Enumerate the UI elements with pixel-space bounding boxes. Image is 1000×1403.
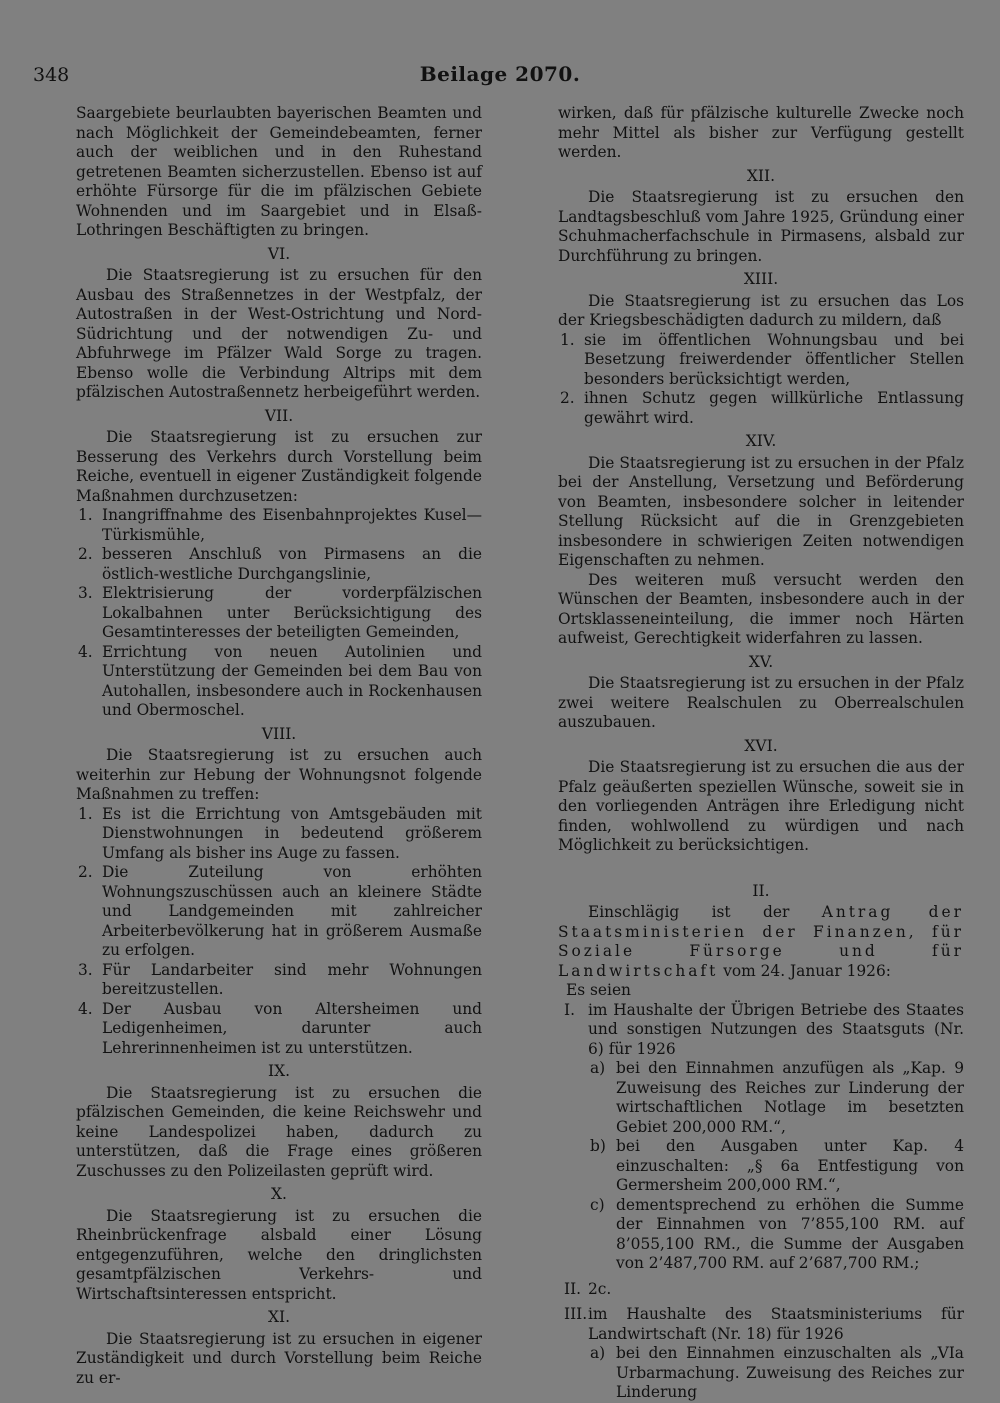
roman-item-iii: III. im Haushalte des Staatsministeriums für Landwirtschaft (Nr. 18) für 1926: [564, 1305, 964, 1343]
spacer: [558, 856, 964, 878]
section-heading-ii: II.: [752, 881, 770, 900]
list-item: 4. Errichtung von neuen Autolinien und Unterstützung der Gemeinden bei dem Bau von Autohallen, insbesondere auch in Rockenhausen und Obermoschel.: [78, 642, 482, 719]
section-heading-xv: XV.: [748, 652, 774, 671]
paragraph-ix: Die Staatsregierung ist zu ersuchen die pfälzischen Gemeinden, die keine Reichswehr und keine Landespolizei haben, dadurch zu unterstützen, daß die Frage eines größeren Zuschusses zu den Polizeilasten geprüft wird.: [76, 1083, 482, 1180]
paragraph-viii: Die Staatsregierung ist zu ersuchen auch weiterhin zur Hebung der Wohnungsnot folgende Maßnahmen zu treffen:: [76, 746, 482, 803]
right-column: [558, 104, 964, 1403]
list-item: 1. sie im öffentlichen Wohnungsbau und bei Besetzung freiwerdender öffentlicher Stellen besonders berücksichtigt werden,: [560, 330, 964, 388]
paragraph-vii: Die Staatsregierung ist zu ersuchen zur Besserung des Verkehrs durch Vorstellung beim Reiche, eventuell in eigener Zuständigkeit folgende Maßnahmen durchzusetzen:: [76, 428, 482, 505]
page-number: 348: [33, 64, 70, 86]
section-heading-vii: VII.: [264, 406, 294, 425]
sub-item: a) bei den Einnahmen einzuschalten als „VIa Urbarmachung. Zuweisung des Reiches zur Linderung: [590, 1344, 964, 1401]
paragraph-xv: Die Staatsregierung ist zu ersuchen in der Pfalz zwei weitere Realschulen zu Oberrealschulen auszubauen.: [558, 674, 964, 731]
section-heading-xiv: XIV.: [745, 432, 777, 450]
paragraph-x: Die Staatsregierung ist zu ersuchen die Rheinbrückenfrage alsbald einer Lösung entgegenzuführen, welche den dringlichsten gesamtpfälzischen Verkehrs- und Wirtschaftsinteressen entspricht.: [76, 1206, 482, 1303]
list-item: 2. ihnen Schutz gegen willkürliche Entlassung gewährt wird.: [560, 389, 964, 427]
list-item: 3. Elektrisierung der vorderpfälzischen Lokalbahnen unter Berücksichtigung des Gesamtinteresses der beteiligten Gemeinden,: [78, 584, 482, 641]
paragraph-xvi: Die Staatsregierung ist zu ersuchen die aus der Pfalz geäußerten speziellen Wünsche, soweit sie in den vorliegenden Anträgen ihre Erledigung nicht finden, wohlwollend zu würdigen und nach Möglichkeit zu berücksichtigen.: [558, 758, 964, 854]
list-item: 4. Der Ausbau von Altersheimen und Ledigenheimen, darunter auch Lehrerinnenheimen ist zu unterstützen.: [78, 999, 482, 1057]
roman-item-ii: II. 2c.: [564, 1279, 612, 1298]
section-heading-xvi: XVI.: [744, 736, 778, 755]
section-heading-xiii: XIII.: [743, 270, 779, 288]
page-title: Beilage 2070.: [419, 62, 581, 86]
list-item: 2. Die Zuteilung von erhöhten Wohnungszuschüssen auch an kleinere Städte und Landgemeinden mit zahlreicher Arbeiterbevölkerung hat in größerem Ausmaße zu erfolgen.: [78, 863, 482, 959]
list-item: 1. Es ist die Errichtung von Amtsgebäuden mit Dienstwohnungen in bedeutend größerem Umfang als bisher ins Auge zu fassen.: [78, 804, 482, 862]
roman-item-i: I. im Haushalte der Übrigen Betriebe des Staates und sonstigen Nutzungen des Staatsguts (Nr. 6) für 1926: [564, 1000, 964, 1058]
list-item: 1. Inangriffnahme des Eisenbahnprojektes Kusel—Türkismühle,: [78, 506, 482, 544]
paragraph-xii: Die Staatsregierung ist zu ersuchen den Landtagsbeschluß vom Jahre 1925, Gründung einer Schuhmacherfachschule in Pirmasens, alsbald zur Durchführung zu bringen.: [558, 188, 964, 265]
section-heading-viii: VIII.: [261, 724, 297, 743]
section-heading-xi: XI.: [267, 1308, 291, 1326]
paragraph-ii: Einschlägig ist der Antrag der Staatsministerien der Finanzen, für Soziale Fürsorge und für Landwirtschaft vom 24. Januar 1926:: [558, 903, 964, 980]
paragraph-xiii: Die Staatsregierung ist zu ersuchen das Los der Kriegsbeschädigten dadurch zu mildern, daß: [558, 291, 964, 329]
section-heading-xii: XII.: [746, 166, 776, 185]
section-heading-ix: IX.: [267, 1062, 291, 1080]
es-seien: Es seien: [566, 981, 631, 999]
paragraph-xiv-b: Des weiteren muß versucht werden den Wünschen der Beamten, insbesondere auch in der Ortsklasseneinteilung, die immer noch Härten aufweist, Gerechtigkeit widerfahren zu lassen.: [558, 570, 964, 647]
section-heading-vi: VI.: [267, 244, 291, 263]
section-heading-x: X.: [271, 1185, 287, 1203]
paragraph-continued: wirken, daß für pfälzische kulturelle Zwecke noch mehr Mittel als bisher zur Verfügung gestellt werden.: [558, 104, 964, 161]
paragraph-xiv-a: Die Staatsregierung ist zu ersuchen in der Pfalz bei der Anstellung, Versetzung und Beförderung von Beamten, insbesondere solcher in leitender Stellung Rücksicht auf die in Grenzgebieten insbesondere in schwierigen Zeiten notwendigen Eigenschaften zu nehmen.: [558, 453, 964, 569]
sub-item: c) dementsprechend zu erhöhen die Summe der Einnahmen von 7’855,100 RM. auf 8’055,100 RM., die Summe der Ausgaben von 2’487,700 RM. auf 2’687,700 RM.;: [590, 1195, 964, 1272]
paragraph-intro: Saargebiete beurlaubten bayerischen Beamten und nach Möglichkeit der Gemeindebeamten, ferner auch der weiblichen und in den Ruhestand getretenen Beamten sicherzustellen. Ebenso ist auf erhöhte Fürsorge für die im pfälzischen Gebiete Wohnenden und im Saargebiet und in Elsaß-Lothringen Beschäftigten zu bringen.: [76, 104, 482, 239]
list-item: 3. Für Landarbeiter sind mehr Wohnungen bereitzustellen.: [78, 960, 482, 998]
paragraph-vi: Die Staatsregierung ist zu ersuchen für den Ausbau des Straßennetzes in der Westpfalz, der Autostraßen in der West-Ostrichtung und Nord-Südrichtung und der notwendigen Zu- und Abfuhrwege im Pfälzer Wald Sorge zu tragen. Ebenso wolle die Verbindung Altrips mit dem pfälzischen Autostraßennetz herbeigeführt werden.: [76, 266, 482, 401]
paragraph-xi: Die Staatsregierung ist zu ersuchen in eigener Zuständigkeit und durch Vorstellung beim Reiche zu er-: [76, 1329, 482, 1387]
sub-item: b) bei den Ausgaben unter Kap. 4 einzuschalten: „§ 6a Entfestigung von Germersheim 200,000 RM.“,: [590, 1137, 964, 1194]
sub-item: a) bei den Einnahmen anzufügen als „Kap. 9 Zuweisung des Reiches zur Linderung der wirtschaftlichen Notlage im besetzten Gebiet 200,000 RM.“,: [590, 1059, 964, 1136]
left-column: [76, 104, 482, 1388]
list-item: 2. besseren Anschluß von Pirmasens an die östlich-westliche Durchgangslinie,: [78, 545, 482, 583]
